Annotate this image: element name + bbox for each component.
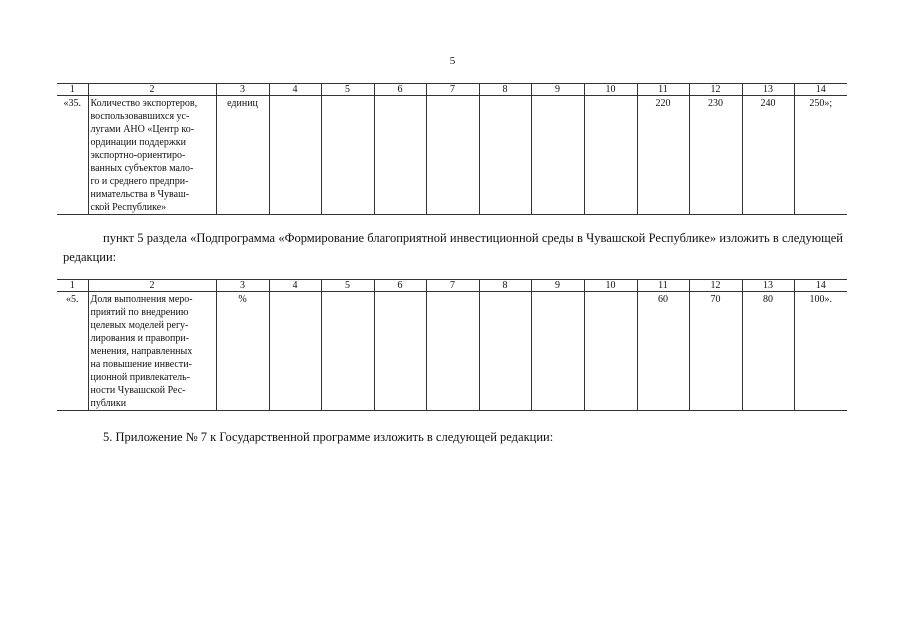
column-header: 2 [88,280,216,292]
indicator-name-line: ской Республике» [90,202,167,213]
value-cell [269,292,321,411]
value-cell: 70 [689,292,742,411]
indicator-name-line: ординации поддержки [90,137,186,148]
column-header: 11 [637,84,689,96]
column-header: 6 [374,84,426,96]
unit-cell: % [216,292,269,411]
column-header: 1 [57,280,88,292]
indicator-name-line: целевых моделей регу- [90,320,189,331]
indicators-table-2 [57,279,847,411]
value-cell [374,292,426,411]
value-cell [479,292,531,411]
value-cell [321,96,374,215]
value-cell: 220 [637,96,689,215]
column-header: 6 [374,280,426,292]
value-cell [426,96,479,215]
column-header: 1 [57,84,88,96]
value-cell: 230 [689,96,742,215]
row-number: «35. [57,96,88,215]
value-cell: 60 [637,292,689,411]
value-cell [426,292,479,411]
column-header: 4 [269,84,321,96]
unit-cell: единиц [216,96,269,215]
column-header: 3 [216,280,269,292]
value-cell: 100». [794,292,847,411]
column-header: 2 [88,84,216,96]
indicator-name-line: воспользовавшихся ус- [90,111,190,122]
column-header: 5 [321,280,374,292]
value-cell [374,96,426,215]
value-cell: 80 [742,292,794,411]
indicator-name-line: менения, направленных [90,346,193,357]
column-header: 12 [689,84,742,96]
indicator-name-line: лугами АНО «Центр ко- [90,124,195,135]
column-header: 12 [689,280,742,292]
value-cell: 250»; [794,96,847,215]
table-header-row [57,280,847,292]
indicator-name-line: лирования и правопри- [90,333,190,344]
indicator-name-line: нимательства в Чуваш- [90,189,190,200]
indicators-table-1 [57,83,847,215]
value-cell [531,292,584,411]
value-cell: 240 [742,96,794,215]
column-header: 8 [479,280,531,292]
indicator-name-line: экспортно-ориентиро- [90,150,186,161]
indicator-name-line: на повышение инвести- [90,359,192,370]
indicator-name-line: приятий по внедрению [90,307,189,318]
value-cell [584,292,637,411]
column-header: 10 [584,84,637,96]
indicator-name-line: го и среднего предпри- [90,176,189,187]
indicator-name [88,292,216,411]
column-header: 14 [794,84,847,96]
appendix-paragraph: 5. Приложение № 7 к Государственной программе изложить в следующей редакции: [103,430,554,444]
table-row [57,96,847,215]
column-header: 9 [531,84,584,96]
indicator-name [88,96,216,215]
indicator-name-line: ционной привлекатель- [90,372,191,383]
column-header: 7 [426,84,479,96]
column-header: 10 [584,280,637,292]
column-header: 14 [794,280,847,292]
indicator-name-line: ности Чувашской Рес- [90,385,186,396]
column-header: 9 [531,280,584,292]
value-cell [479,96,531,215]
column-header: 11 [637,280,689,292]
column-header: 5 [321,84,374,96]
column-header: 13 [742,280,794,292]
value-cell [584,96,637,215]
value-cell [269,96,321,215]
column-header: 7 [426,280,479,292]
indicator-name-line: Количество экспортеров, [90,98,198,109]
column-header: 13 [742,84,794,96]
column-header: 3 [216,84,269,96]
row-number: «5. [57,292,88,411]
table-header-row [57,84,847,96]
column-header: 4 [269,280,321,292]
indicator-name-line: Доля выполнения меро- [90,294,193,305]
indicator-name-line: публики [90,398,127,409]
page-number: 5 [449,55,456,67]
table-row [57,292,847,411]
column-header: 8 [479,84,531,96]
instruction-paragraph: пункт 5 раздела «Подпрограмма «Формирование благоприятной инвестиционной среды в Чувашской Республике» изложить в следующей редакции: [63,231,843,264]
value-cell [321,292,374,411]
value-cell [531,96,584,215]
indicator-name-line: ванных субъектов мало- [90,163,194,174]
